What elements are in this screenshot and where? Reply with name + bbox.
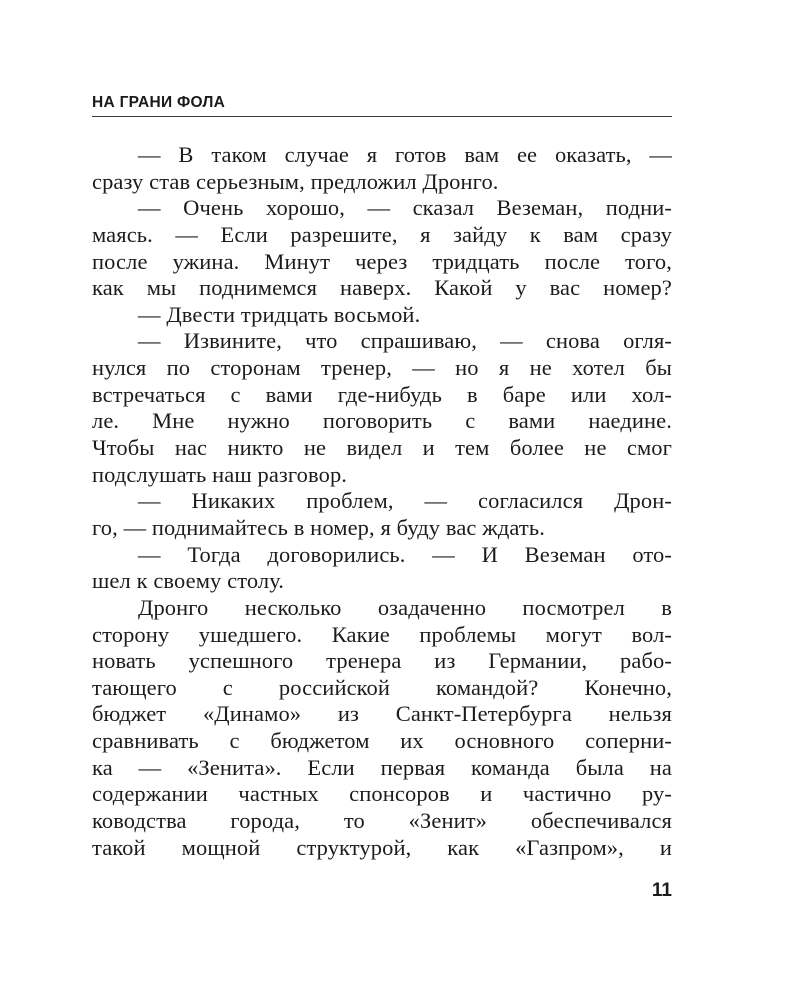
text-line: — Двести тридцать восьмой.	[138, 301, 421, 327]
text-line: тающего с российской командой? Конечно,	[92, 674, 672, 700]
text-line: такой мощной структурой, как «Газпром», и	[92, 834, 672, 860]
header-rule	[92, 116, 672, 117]
text-line: го, — поднимайтесь в номер, я буду вас ждать.	[92, 514, 545, 540]
text-line: — Тогда договорились. — И Веземан ото-	[138, 541, 672, 567]
text-line: сравнивать с бюджетом их основного соперни-	[92, 728, 672, 754]
text-line: — Никаких проблем, — согласился Дрон-	[138, 488, 672, 514]
text-line: — Очень хорошо, — сказал Веземан, подни-	[138, 195, 672, 221]
text-line: бюджет «Динамо» из Санкт-Петербурга нельзя	[92, 701, 672, 727]
text-line: — Извините, что спрашиваю, — снова огля-	[138, 328, 672, 354]
running-head-title: НА ГРАНИ ФОЛА	[92, 94, 226, 111]
text-line: ка — «Зенита». Если первая команда была на	[92, 754, 672, 780]
text-line: — В таком случае я готов вам ее оказать, —	[138, 142, 672, 167]
text-line: сторону ушедшего. Какие проблемы могут вол-	[92, 621, 672, 647]
text-line: нулся по сторонам тренер, — но я не хотел бы	[92, 355, 672, 381]
text-line: после ужина. Минут через тридцать после того,	[92, 248, 672, 274]
text-line: ководства города, то «Зенит» обеспечивался	[92, 808, 672, 834]
text-line: новать успешного тренера из Германии, рабо-	[92, 648, 672, 674]
text-line: подслушать наш разговор.	[92, 461, 348, 487]
text-line: Дронго несколько озадаченно посмотрел в	[138, 594, 672, 620]
body-text	[92, 142, 672, 861]
text-line: содержании частных спонсоров и частично ру-	[92, 781, 672, 807]
text-line: ле. Мне нужно поговорить с вами наедине.	[92, 408, 672, 434]
text-line: шел к своему столу.	[92, 568, 285, 594]
text-line: сразу став серьезным, предложил Дронго.	[92, 168, 499, 194]
text-line: встречаться с вами где-нибудь в баре или хол-	[92, 381, 672, 407]
text-line: как мы поднимемся наверх. Какой у вас номер?	[92, 275, 672, 301]
text-line: Чтобы нас никто не видел и тем более не смог	[92, 435, 672, 461]
page-number: 11	[651, 880, 672, 901]
text-line: маясь. — Если разрешите, я зайду к вам сразу	[92, 221, 672, 247]
